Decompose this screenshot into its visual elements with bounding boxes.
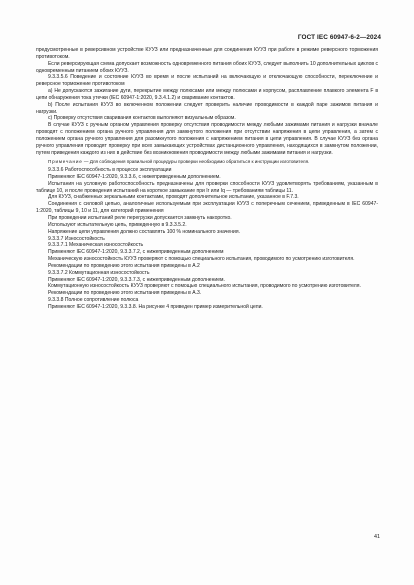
paragraph: Механическую износостойкость КУУЗ проверяют с помощью специального испытания, проводимого по усмотрению изготовителя. — [48, 256, 355, 263]
paragraph: Напряжение цепи управления должно составлять 100 % номинального значения. — [48, 228, 240, 235]
paragraph: Коммутационную износостойкость КУУЗ проверяют с помощью специального испытания, проводимого по усмотрению изготовителя. — [48, 283, 361, 290]
list-item: b) После испытания КУУЗ во включенном положении следует проверить наличие проводимости в каждой паре зажимов питания и нагрузки. — [36, 101, 378, 115]
page-body — [36, 47, 378, 311]
document-code-header: ГОСТ IEC 60947-6-2—2024 — [297, 34, 381, 41]
list-item: а) Не допускаются зажигание дуги, перекрытие между полюсами или между полюсами и корпусом, расплавление плавкого элемента F в цепи обнаружения тока утечки (IEC 60947-1:2020, 9.3.4.1.2) и сваривание контактов. — [36, 88, 378, 101]
paragraph: предусмотренные в реверсивном устройстве КУУЗ или предназначенные для соединения КУУЗ при работе в режиме реверсного торможения противотоком. — [36, 47, 378, 60]
paragraph: Испытания на условную работоспособность предназначены для проверки способности КУУЗ удовлетворять требованиям, указанным в таблице 10, и после проведения испытаний на короткое замыкание при Ir или Iq — требованиям таблицы 11. — [36, 180, 378, 194]
note-label: Примечание — [48, 158, 83, 164]
paragraph: Рекомендации по проведению этого испытания приведены в А.2 — [48, 262, 200, 269]
note — [36, 159, 378, 166]
section-heading: 9.3.3.7.2 Коммутационная износостойкость — [48, 269, 150, 276]
paragraph: Применяют IEC 60947-1:2020, 9.3.3.8. На рисунке 4 приведен пример измерительной цепи. — [48, 303, 263, 310]
page-number: 41 — [374, 534, 380, 540]
note-text: — Для соблюдения правильной процедуры проверки необходимо обратиться к инструкции изготовителя. — [82, 158, 310, 164]
list-item: c) Проверку отсутствия сваривания контактов выполняют визуальным образом. — [48, 115, 236, 122]
paragraph: Для КУУЗ, снабженных зеркальными контактами, проводят дополнительное испытание, указанное в F.7.3. — [48, 194, 299, 201]
section-heading: 9.3.3.7.1 Механическая износостойкость — [48, 242, 144, 249]
paragraph: Если реверсирующая схема допускает возможность одновременного питания обоих КУУЗ, следует выполнить 10 дополнительных циклов с одновременным питанием обоих КУУЗ. — [36, 60, 378, 74]
paragraph: Соединения с силовой цепью, аналогичные используемым при эксплуатации КУУЗ с поперечным сечением, приведенным в IEC 60947-1:2020, таблицы 9, 10 и 11, для категорий применения — [36, 201, 378, 215]
section-heading: 9.3.3.6 Работоспособность в процессе эксплуатации — [48, 167, 172, 174]
paragraph: При проведении испытаний реле перегрузки допускается замкнуть накоротко. — [48, 215, 232, 221]
section-heading: 9.3.3.5.6 Поведение и состояние КУУЗ во время и после испытаний на включающую и отключающую способности, переключение и реверсное торможение противотоком — [36, 74, 378, 88]
paragraph: Используют испытательную цепь, приведенную в 9.3.3.5.2. — [48, 221, 187, 228]
paragraph: Применяют IEC 60947-1:2020, 9.3.3.7.3, с нижеприведенным дополнением. — [48, 276, 225, 283]
paragraph: Рекомендации по проведению этого испытания приведены в А.3. — [48, 290, 202, 297]
paragraph: Применяют IEC 60947-1:2020, 9.3.3.7.2, с нижеприведенным дополнением — [48, 249, 224, 256]
section-heading: 9.3.3.8 Полное сопротивление полюса — [48, 297, 139, 304]
paragraph: Применяют IEC 60947-1:2020, 9.3.3.6, с нижеприведенным дополнением. — [48, 173, 221, 180]
paragraph: В случае КУУЗ с ручным органом управления проверку отсутствия проводимости между любыми зажимами питания и нагрузки вначале проводят с положением органа ручного управления для замкнутого положения при отсутствии напряжения в цепи управления, а затем с положением органа ручного управления для разомкнутого положения с напряжением питания в цепи управления. В случае КУУЗ без органа ручного управления проводят проверку при всех замыкающих устройствах дистанционного управления, находящихся в замкнутом положении, путем приведения каждого из них в действие без возникновения проводимости между любыми зажимами питания и нагрузки. — [36, 122, 378, 156]
section-heading: 9.3.3.7 Износостойкость — [48, 235, 105, 242]
